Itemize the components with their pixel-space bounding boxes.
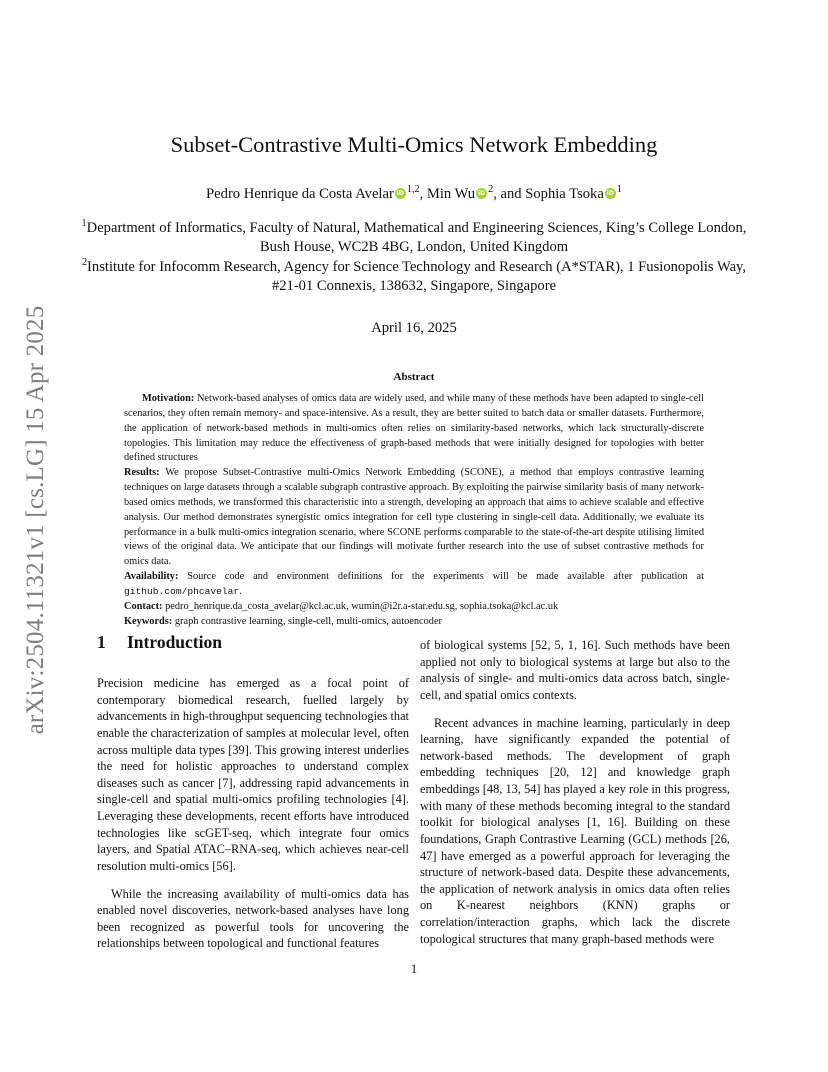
affiliation-number: 2 <box>81 257 88 269</box>
affiliation-2 <box>80 258 748 296</box>
abstract-contact <box>124 600 704 615</box>
affiliation-number: 1 <box>81 218 87 230</box>
author-list <box>0 186 828 203</box>
availability-text: Source code and environment definitions for the experiments will be made available after publication at <box>187 571 704 583</box>
author-affiliation-mark: 1 <box>616 184 622 196</box>
right-column <box>420 637 730 947</box>
orcid-icon[interactable] <box>605 188 616 199</box>
contact-label: Contact: <box>124 600 163 612</box>
section-number: 1 <box>97 632 106 652</box>
orcid-icon[interactable] <box>395 188 406 199</box>
section-heading <box>97 632 222 653</box>
keywords-text: graph contrastive learning, single-cell, multi-omics, autoencoder <box>174 615 442 627</box>
affiliation-text: Department of Informatics, Faculty of Natural, Mathematical and Engineering Sciences, King’s College London, Bush House, WC2B 4BG, London, United Kingdom <box>86 220 747 255</box>
paper-title: Subset-Contrastive Multi-Omics Network Embedding <box>170 132 658 157</box>
availability-label: Availability: <box>124 571 179 583</box>
abstract-motivation <box>124 392 704 466</box>
motivation-label: Motivation: <box>142 393 195 404</box>
results-label: Results: <box>124 467 160 479</box>
paragraph: Precision medicine has emerged as a focal point of contemporary biomedical research, fuelled largely by advancements in high-throughput sequencing technologies that enable the characterization of samples at molecular level, often across multiple data types [39]. This growing interest underlies the need for holistic approaches to understand complex diseases such as cancer [7], addressing rapid advancements in single-cell and spatial multi-omics profiling technologies [4]. Leveraging these developments, recent efforts have introduced technologies like scGET-seq, which integrate four omics layers, and Spatial ATAC–RNA-seq, which achieves near-cell resolution multi-omics [56]. <box>97 676 409 873</box>
left-column <box>97 675 409 952</box>
author-affiliation-mark: 2 <box>488 184 494 196</box>
affiliation-text: Institute for Infocomm Research, Agency for Science Technology and Research (A*STAR), 1 Fusionopolis Way, #21-01 Connexis, 138632, Singapore, Singapore <box>87 259 747 294</box>
github-link[interactable]: github.com/phcavelar <box>124 585 240 597</box>
author-affiliation-mark: 1,2 <box>406 184 420 196</box>
affiliation-1 <box>80 219 748 257</box>
results-text: We propose Subset-Contrastive multi-Omics Network Embedding (SCONE), a method that employs contrastive learning techniques on large datasets through a scalable subgraph contrastive approach. By exploiting the pairwise similarity basis of many network-based omics methods, we transformed this characteristic into a strength, developing an approach that aims to achieve scalable and effective analysis. Our method demonstrates synergistic omics integration for cell type clustering in single-cell data. Additionally, we evaluate its performance in a bulk multi-omics integration scenario, where SCONE performs comparable to the state-of-the-art despite utilising limited views of the original data. We anticipate that our findings will motivate further research into the use of subset contrastive methods for omics data. <box>124 467 704 568</box>
paragraph: While the increasing availability of multi-omics data has enabled novel discoveries, network-based analyses have long been recognized as powerful tools for uncovering the relationships between topological and functional features <box>97 886 409 951</box>
abstract-heading: Abstract <box>393 371 435 383</box>
keywords-label: Keywords: <box>124 615 173 627</box>
author-separator: , <box>419 186 427 202</box>
orcid-icon[interactable] <box>476 188 487 199</box>
abstract-body <box>124 392 704 630</box>
section-title: Introduction <box>127 632 222 652</box>
abstract-results <box>124 466 704 570</box>
author-name: Pedro Henrique da Costa Avelar <box>206 186 394 202</box>
page-number: 1 <box>410 962 418 976</box>
motivation-text: Network-based analyses of omics data are widely used, and while many of these methods have been adapted to single-cell scenarios, they often remain memory- and space-intensive. As a result, they are better suited to batch data or smaller datasets. Furthermore, the application of network-based methods in multi-omics often relies on similarity-based networks, which lack structurally-discrete topologies. This limitation may reduce the effectiveness of graph-based methods that were initially designed for topologies with better defined structures <box>124 393 704 464</box>
abstract-keywords <box>124 615 704 630</box>
author-name: Sophia Tsoka <box>525 186 604 202</box>
paper-date: April 16, 2025 <box>371 320 457 336</box>
paragraph: of biological systems [52, 5, 1, 16]. Such methods have been applied not only to biological systems at large but also to the analysis of single- and multi-omics data across batch, single-cell, and spatial omics contexts. <box>420 638 730 702</box>
availability-end: . <box>239 585 242 597</box>
abstract-availability <box>124 570 704 600</box>
author-name: Min Wu <box>426 186 476 202</box>
paragraph: Recent advances in machine learning, particularly in deep learning, have significantly expanded the potential of network-based methods. The development of graph embedding techniques [20, 12] and knowledge graph embeddings [48, 13, 54] has played a key role in this progress, with many of these methods becoming integral to the standard toolkit for biological analyses [1, 16]. Building on these foundations, Graph Contrastive Learning (GCL) methods [26, 47] have emerged as a powerful approach for leveraging the structure of network-based data. Despite these advancements, the application of network analysis in omics data often relies on K-nearest neighbors (KNN) graphs or correlation/interaction graphs, which lack the discrete topological structures that many graph-based methods were <box>420 715 730 946</box>
arxiv-id: arXiv:2504.11321v1 [cs.LG] 15 Apr 2025 <box>22 305 49 735</box>
contact-emails[interactable]: pedro_henrique.da_costa_avelar@kcl.ac.uk, wumin@i2r.a-star.edu.sg, sophia.tsoka@kcl.ac.uk <box>165 600 559 612</box>
author-separator: , and <box>493 186 526 202</box>
